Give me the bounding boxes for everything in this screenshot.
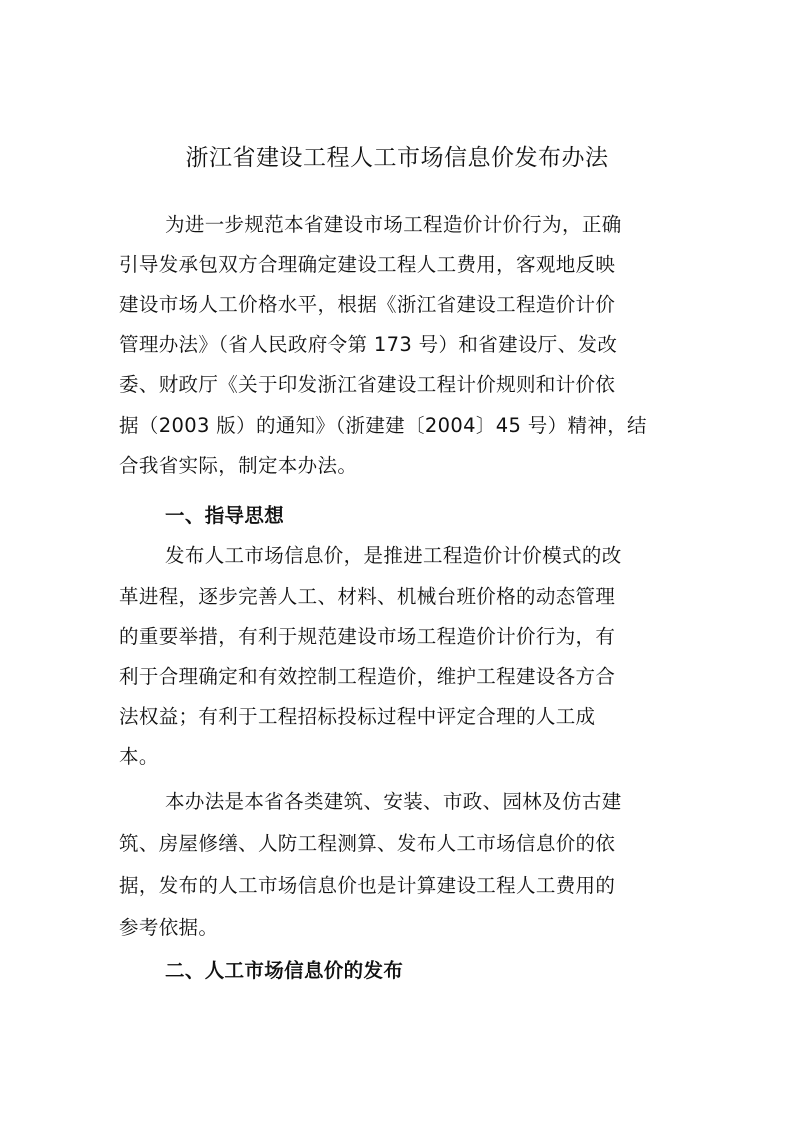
document-title: 浙江省建设工程人工市场信息价发布办法 bbox=[185, 145, 609, 171]
paragraph-line: 引导发承包双方合理确定建设工程人工费用，客观地反映 bbox=[119, 253, 616, 276]
section-heading-2: 二、人工市场信息价的发布 bbox=[165, 959, 404, 982]
paragraph-line: 革进程，逐步完善人工、材料、机械台班价格的动态管理 bbox=[119, 585, 616, 608]
paragraph-line: 委、财政厅《关于印发浙江省建设工程计价规则和计价依 bbox=[119, 373, 616, 396]
paragraph-line: 法权益；有利于工程招标投标过程中评定合理的人工成 bbox=[119, 705, 596, 728]
paragraph-line: 筑、房屋修缮、人防工程测算、发布人工市场信息价的依 bbox=[119, 832, 616, 855]
section-heading-1: 一、指导思想 bbox=[165, 504, 285, 527]
paragraph-line: 建设市场人工价格水平，根据《浙江省建设工程造价计价 bbox=[119, 293, 616, 316]
paragraph-line: 管理办法》（省人民政府令第 173 号）和省建设厅、发改 bbox=[119, 333, 618, 356]
paragraph-line: 本办法是本省各类建筑、安装、市政、园林及仿古建 bbox=[165, 790, 622, 813]
paragraph-line: 为进一步规范本省建设市场工程造价计价行为，正确 bbox=[165, 213, 622, 236]
paragraph-line: 利于合理确定和有效控制工程造价，维护工程建设各方合 bbox=[119, 665, 616, 688]
paragraph-line: 据，发布的人工市场信息价也是计算建设工程人工费用的 bbox=[119, 874, 616, 897]
paragraph-line: 的重要举措，有利于规范建设市场工程造价计价行为，有 bbox=[119, 625, 616, 648]
paragraph-line: 参考依据。 bbox=[119, 916, 219, 939]
paragraph-line: 本。 bbox=[119, 745, 159, 768]
paragraph-line: 合我省实际，制定本办法。 bbox=[119, 454, 358, 477]
paragraph-line: 据（2003 版）的通知》（浙建建〔2004〕45 号）精神，结 bbox=[119, 414, 647, 437]
paragraph-line: 发布人工市场信息价，是推进工程造价计价模式的改 bbox=[165, 544, 622, 567]
